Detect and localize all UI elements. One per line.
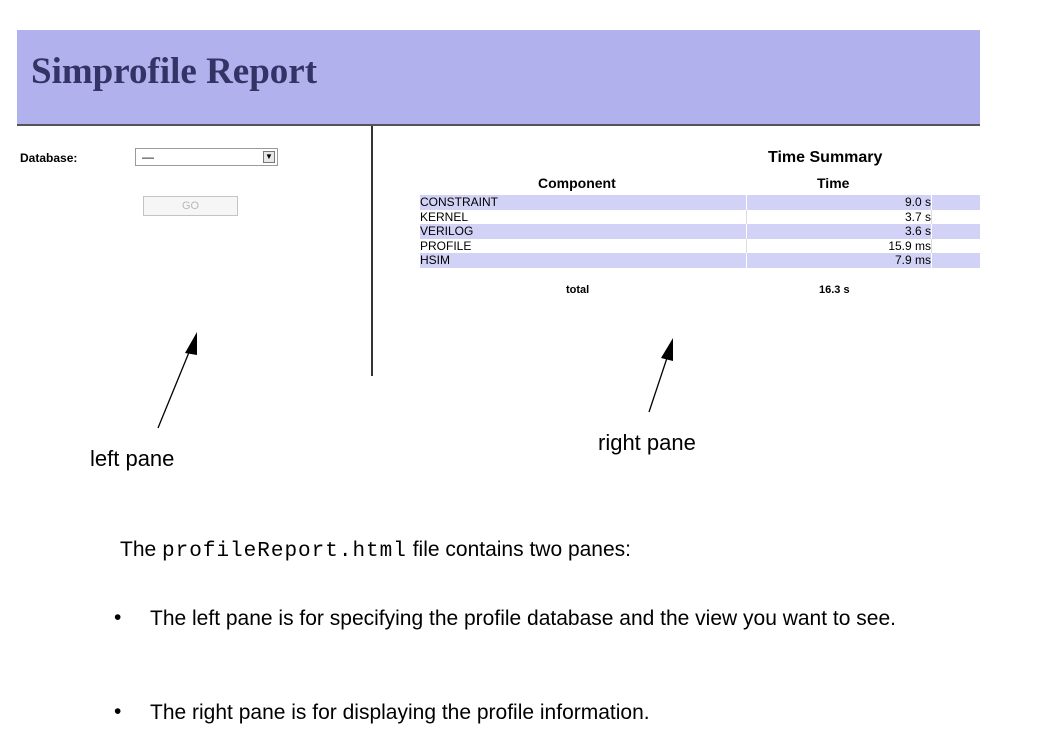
right-pane-arrowhead-icon (661, 338, 673, 361)
component-cell: CONSTRAINT (420, 195, 498, 209)
report-title: Simprofile Report (31, 51, 318, 92)
bullet-icon: • (114, 700, 122, 723)
total-value: 16.3 s (819, 284, 850, 296)
component-cell: HSIM (420, 253, 450, 268)
time-cell: 3.7 s (904, 209, 931, 224)
left-pane-arrow-line (158, 345, 192, 428)
time-summary-title: Time Summary (768, 149, 883, 166)
component-column-header: Component (538, 175, 616, 191)
chevron-down-icon[interactable]: ▼ (263, 151, 275, 163)
intro-text-before: The (120, 538, 163, 561)
database-label: Database: (20, 151, 78, 165)
description-intro (120, 538, 631, 563)
bullet-icon: • (114, 606, 122, 629)
time-cell: 7.9 ms (894, 253, 931, 268)
left-pane-annotation: left pane (90, 446, 175, 471)
time-cell: 15.9 ms (888, 238, 931, 253)
total-label: total (566, 284, 590, 296)
time-cell: 9.0 s (904, 195, 931, 209)
left-pane-arrowhead-icon (185, 332, 197, 355)
component-cell: PROFILE (420, 238, 472, 253)
bullet-item-right-pane: The right pane is for displaying the profile information. (150, 701, 650, 724)
database-select-value: — (142, 150, 154, 164)
time-cell: 3.6 s (904, 224, 931, 239)
time-column-header: Time (817, 175, 850, 191)
bullet-item-left-pane: The left pane is for specifying the profile database and the view you want to see. (150, 607, 896, 630)
go-button[interactable]: GO (143, 196, 238, 216)
right-pane-annotation: right pane (598, 430, 696, 455)
component-cell: VERILOG (420, 224, 474, 239)
intro-filename: profileReport.html (162, 540, 407, 563)
component-cell: KERNEL (420, 209, 469, 224)
intro-text-after: file contains two panes: (406, 538, 632, 561)
right-pane-arrow-line (649, 352, 669, 412)
